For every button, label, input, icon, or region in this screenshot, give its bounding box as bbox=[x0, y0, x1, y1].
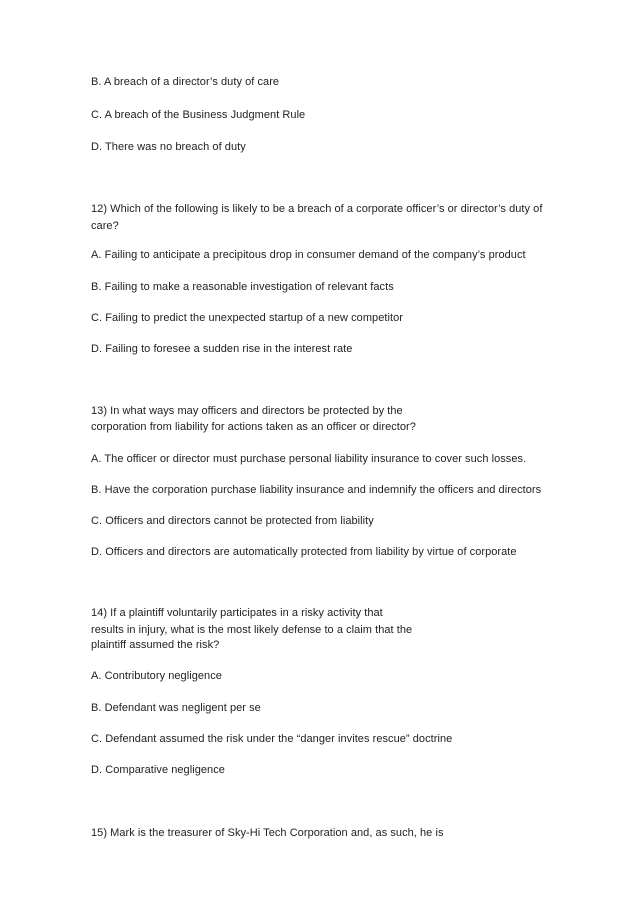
q14-question-line-3: plaintiff assumed the risk? bbox=[91, 639, 220, 651]
q14-question-line-1: 14) If a plaintiff voluntarily participates in a risky activity that bbox=[91, 607, 383, 619]
q12-option-d: D. Failing to foresee a sudden rise in the interest rate bbox=[91, 343, 353, 355]
q13-option-d: D. Officers and directors are automatically protected from liability by virtue of corporate bbox=[91, 546, 517, 558]
q13-question-line-1: 13) In what ways may officers and directors be protected by the bbox=[91, 405, 403, 417]
q11-option-b: B. A breach of a director’s duty of care bbox=[91, 76, 280, 88]
q14-option-d: D. Comparative negligence bbox=[91, 764, 225, 776]
q13-option-a: A. The officer or director must purchase personal liability insurance to cover such losses. bbox=[91, 453, 527, 465]
q11-option-c: C. A breach of the Business Judgment Rule bbox=[91, 109, 306, 121]
q12-option-a: A. Failing to anticipate a precipitous drop in consumer demand of the company’s product bbox=[91, 249, 526, 261]
q14-option-b: B. Defendant was negligent per se bbox=[91, 702, 261, 714]
q14-question-line-2: results in injury, what is the most likely defense to a claim that the bbox=[91, 624, 413, 636]
q13-question-line-2: corporation from liability for actions taken as an officer or director? bbox=[91, 421, 416, 433]
q14-option-c: C. Defendant assumed the risk under the “danger invites rescue” doctrine bbox=[91, 733, 453, 745]
q15-question-line-1: 15) Mark is the treasurer of Sky-Hi Tech Corporation and, as such, he is bbox=[91, 827, 444, 839]
q12-question-line-2: care? bbox=[91, 220, 119, 232]
q12-question-line-1: 12) Which of the following is likely to be a breach of a corporate officer’s or director’s duty of bbox=[91, 203, 543, 215]
q12-option-c: C. Failing to predict the unexpected startup of a new competitor bbox=[91, 312, 403, 324]
q14-option-a: A. Contributory negligence bbox=[91, 670, 222, 682]
q11-option-d: D. There was no breach of duty bbox=[91, 141, 246, 153]
q13-option-c: C. Officers and directors cannot be protected from liability bbox=[91, 515, 374, 527]
q13-option-b: B. Have the corporation purchase liability insurance and indemnify the officers and directors bbox=[91, 484, 542, 496]
q12-option-b: B. Failing to make a reasonable investigation of relevant facts bbox=[91, 281, 394, 293]
